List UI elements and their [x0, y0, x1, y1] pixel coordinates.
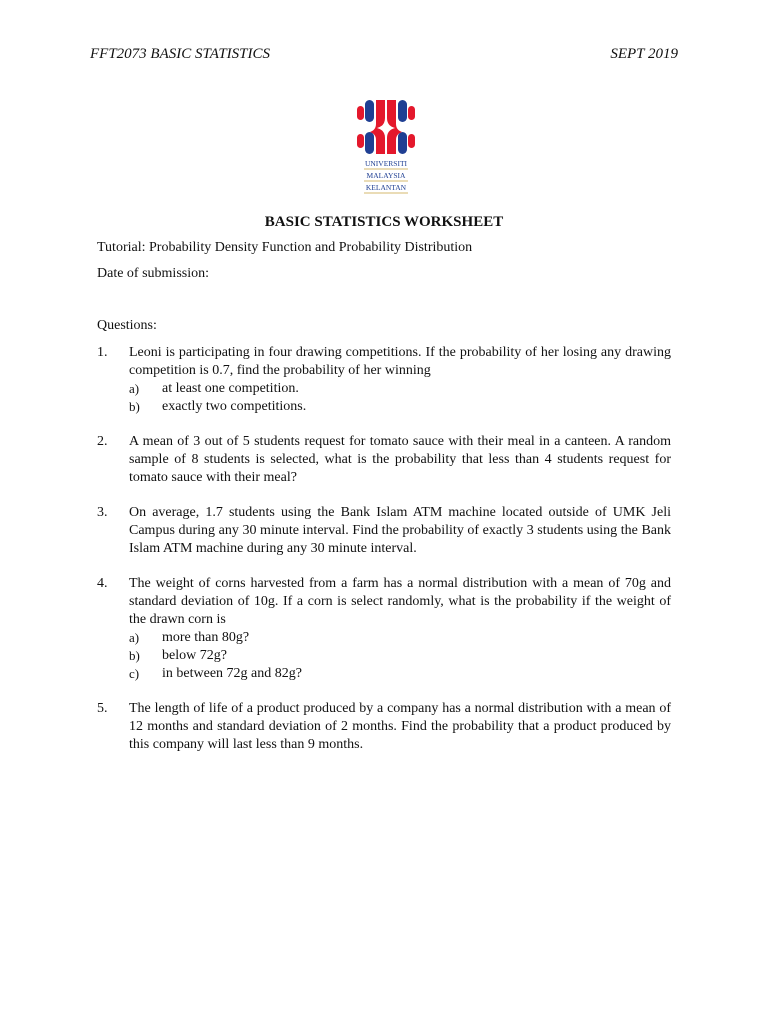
question-text: Leoni is participating in four drawing competitions. If the probability of her losing any drawing competition is 0.7, find the probability of her winning: [129, 345, 671, 378]
sub-question: [129, 380, 671, 398]
sub-question-text: at least one competition.: [162, 381, 299, 396]
university-logo: [356, 98, 416, 198]
date-header: SEPT 2019: [610, 46, 678, 62]
question-number: 3.: [97, 505, 108, 520]
sub-question-text: exactly two competitions.: [162, 399, 307, 414]
question-item: [97, 433, 671, 487]
sub-question-text: in between 72g and 82g?: [162, 666, 302, 681]
questions-label: Questions:: [97, 318, 157, 333]
sub-question-text: below 72g?: [162, 648, 227, 663]
tutorial-line: Tutorial: Probability Density Function and Probability Distribution: [97, 240, 473, 255]
logo-emblem: [357, 100, 415, 154]
course-code-header: FFT2073 BASIC STATISTICS: [90, 46, 271, 62]
question-item: [97, 575, 671, 683]
logo-line-3: KELANTAN: [365, 183, 407, 192]
question-number: 2.: [97, 434, 108, 449]
logo-line-2: MALAYSIA: [366, 171, 406, 180]
question-item: [97, 504, 671, 558]
question-text: A mean of 3 out of 5 students request for tomato sauce with their meal in a canteen. A random sample of 8 students is selected, what is the probability that less than 4 students request for tomato sauce with their meal?: [129, 434, 671, 485]
question-number: 1.: [97, 345, 108, 360]
question-list: [97, 344, 671, 771]
sub-question-letter: b): [129, 648, 140, 663]
sub-question: [129, 665, 671, 683]
worksheet-title: BASIC STATISTICS WORKSHEET: [264, 214, 504, 230]
question-number: 5.: [97, 701, 108, 716]
question-number: 4.: [97, 576, 108, 591]
question-text: The weight of corns harvested from a farm has a normal distribution with a mean of 70g and standard deviation of 10g. If a corn is select randomly, what is the probability if the weight of the drawn corn is: [129, 576, 671, 627]
logo-line-1: UNIVERSITI: [364, 159, 408, 168]
sub-question-letter: c): [129, 666, 140, 681]
question-text: The length of life of a product produced by a company has a normal distribution with a mean of 12 months and standard deviation of 2 months. Find the probability that a product produced by this company will last less than 9 months.: [129, 701, 671, 752]
sub-question: [129, 398, 671, 416]
sub-question-letter: a): [129, 381, 140, 396]
sub-question: [129, 647, 671, 665]
sub-question-text: more than 80g?: [162, 630, 250, 645]
submission-date-label: Date of submission:: [97, 266, 209, 281]
question-item: [97, 344, 671, 416]
sub-question-letter: a): [129, 630, 140, 645]
question-item: [97, 700, 671, 754]
sub-question-letter: b): [129, 399, 140, 414]
sub-question: [129, 629, 671, 647]
question-text: On average, 1.7 students using the Bank Islam ATM machine located outside of UMK Jeli Campus during any 30 minute interval. Find the probability of exactly 3 students using the Bank Islam ATM machine during any 30 minute interval.: [129, 505, 671, 556]
